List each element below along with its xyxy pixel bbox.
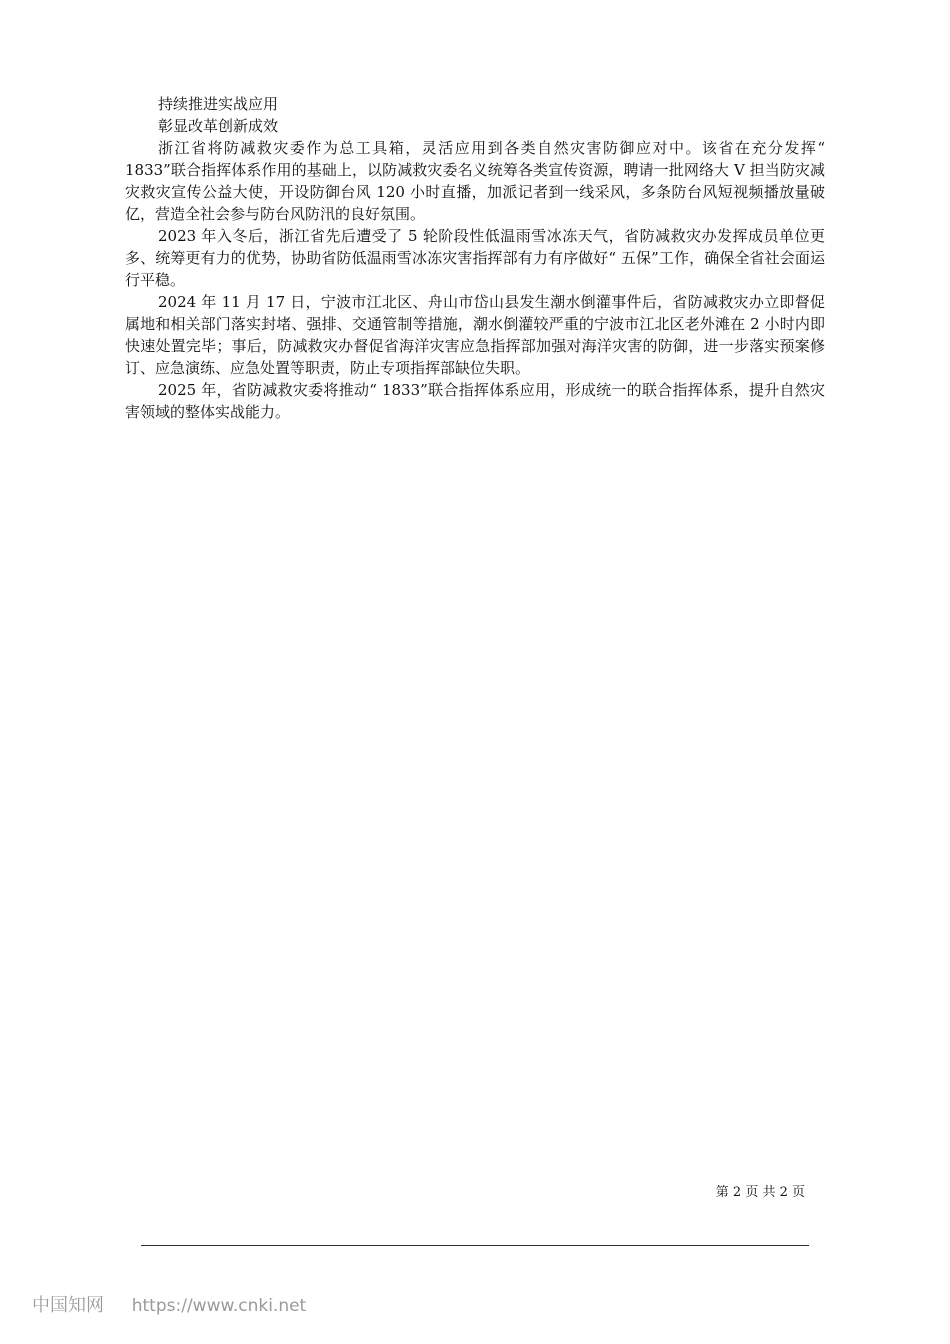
paragraph-2: 2023 年入冬后，浙江省先后遭受了 5 轮阶段性低温雨雪冰冻天气，省防减救灾办发挥成员单位更多、统筹更有力的优势，协助省防低温雨雪冰冻灾害指挥部有力有序做好“ 五保”工作，确保全省社会面运行平稳。 — [125, 227, 825, 289]
section-heading-1: 持续推进实战应用 — [158, 95, 279, 113]
article-body — [125, 93, 825, 423]
footer-divider — [141, 1245, 809, 1246]
cnki-watermark — [32, 1295, 306, 1317]
page-number: 第 2 页 共 2 页 — [715, 1185, 805, 1200]
paragraph-3: 2024 年 11 月 17 日，宁波市江北区、舟山市岱山县发生潮水倒灌事件后，省防减救灾办立即督促属地和相关部门落实封堵、强排、交通管制等措施，潮水倒灌较严重的宁波市江北区老外滩在 2 小时内即快速处置完毕；事后，防减救灾办督促省海洋灾害应急指挥部加强对海洋灾害的防御，进一步落实预案修订、应急演练、应急处置等职责，防止专项指挥部缺位失职。 — [125, 293, 825, 377]
section-heading-2: 彰显改革创新成效 — [158, 117, 279, 135]
paragraph-4: 2025 年，省防减救灾委将推动“ 1833”联合指挥体系应用，形成统一的联合指挥体系，提升自然灾害领域的整体实战能力。 — [125, 381, 825, 421]
watermark-brand: 中国知网 — [32, 1295, 104, 1316]
watermark-url[interactable]: https://www.cnki.net — [131, 1296, 307, 1316]
paragraph-1: 浙江省将防减救灾委作为总工具箱，灵活应用到各类自然灾害防御应对中。该省在充分发挥“ 1833”联合指挥体系作用的基础上，以防减救灾委名义统筹各类宣传资源，聘请一批网络大 V 担当防灾减灾救灾宣传公益大使，开设防御台风 120 小时直播，加派记者到一线采风，多条防台风短视频播放量破亿，营造全社会参与防台风防汛的良好氛围。 — [125, 139, 825, 223]
